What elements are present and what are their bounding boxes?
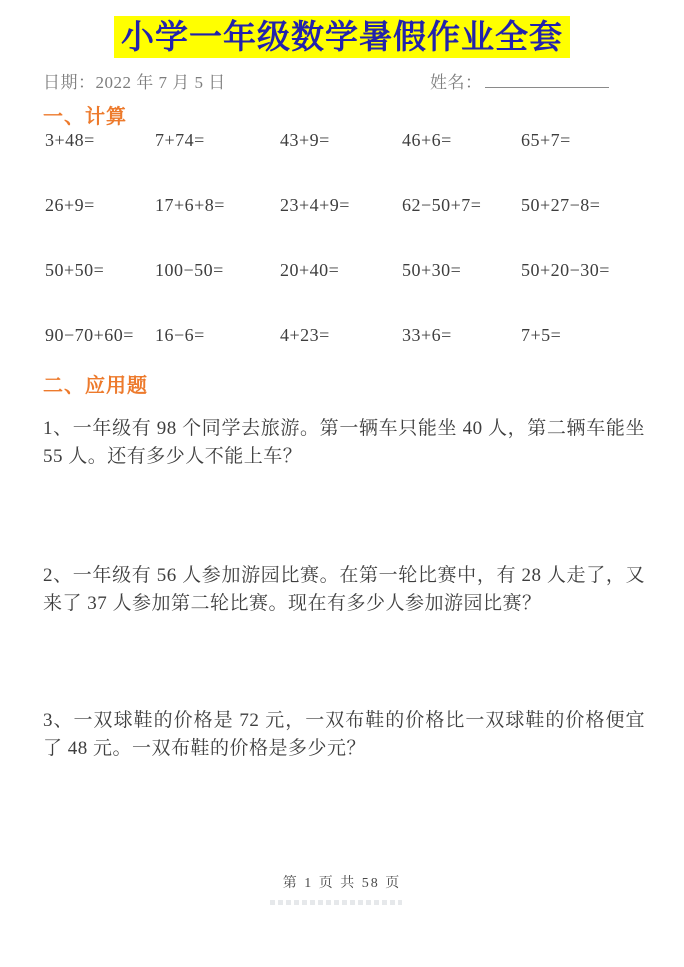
name-label: 姓名： [430, 73, 483, 92]
calc-expression: 50+20−30= [521, 260, 610, 280]
calc-expression: 16−6= [155, 325, 205, 345]
date-label: 日期：2022 年 7 月 5 日 [43, 73, 226, 92]
name-field [430, 68, 609, 93]
calculation-grid [45, 130, 641, 390]
calc-expression: 33+6= [402, 325, 452, 345]
calc-expression: 4+23= [280, 325, 330, 345]
calc-expression: 7+74= [155, 130, 205, 150]
word-problem-3: 3、一双球鞋的价格是 72 元，一双布鞋的价格比一双球鞋的价格便宜了 48 元。一双布鞋的价格是多少元？ [43, 710, 645, 759]
page-title-wrap [0, 16, 684, 58]
meta-row [43, 68, 644, 92]
name-blank-line [485, 71, 609, 88]
word-problem-2: 2、一年级有 56 人参加游园比赛。在第一轮比赛中，有 28 人走了，又来了 37 人参加第二轮比赛。现在有多少人参加游园比赛？ [43, 565, 645, 614]
calc-expression: 50+50= [45, 260, 105, 280]
calc-expression: 100−50= [155, 260, 224, 280]
calc-expression: 20+40= [280, 260, 340, 280]
calc-expression: 7+5= [521, 325, 562, 345]
calc-expression: 50+30= [402, 260, 462, 280]
faint-watermark [270, 900, 402, 905]
page-number-footer: 第 1 页 共 58 页 [282, 876, 402, 891]
calc-expression: 65+7= [521, 130, 571, 150]
section-heading-word-problems: 二、应用题 [43, 375, 148, 397]
calc-expression: 3+48= [45, 130, 95, 150]
calc-expression: 26+9= [45, 195, 95, 215]
calc-expression: 23+4+9= [280, 195, 350, 215]
section-heading-calculation: 一、计算 [43, 106, 127, 128]
calc-expression: 46+6= [402, 130, 452, 150]
calc-expression: 43+9= [280, 130, 330, 150]
calc-expression: 90−70+60= [45, 325, 134, 345]
calc-expression: 50+27−8= [521, 195, 601, 215]
page-title: 小学一年级数学暑假作业全套 [114, 16, 570, 58]
word-problem-1: 1、一年级有 98 个同学去旅游。第一辆车只能坐 40 人，第二辆车能坐 55 人。还有多少人不能上车？ [43, 418, 645, 467]
calc-expression: 62−50+7= [402, 195, 482, 215]
calc-expression: 17+6+8= [155, 195, 225, 215]
